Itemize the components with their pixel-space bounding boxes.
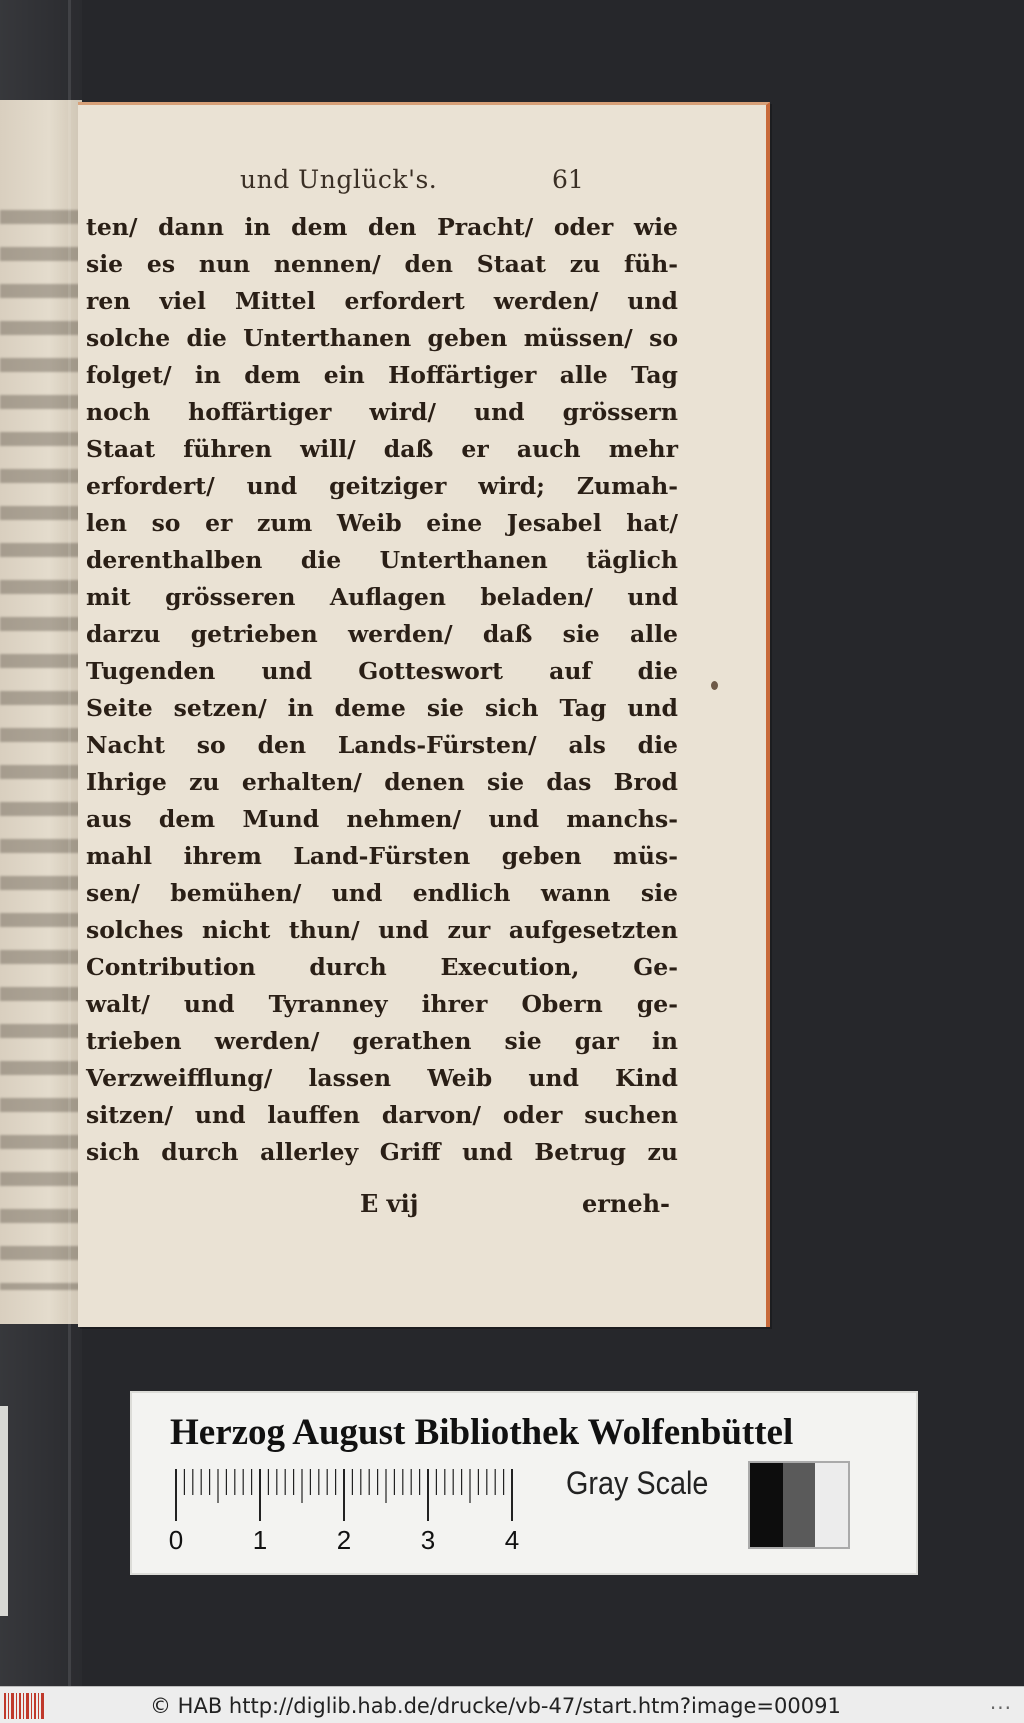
text-line: ren viel Mittel erfordert werden/ und: [86, 287, 678, 315]
scale-card-tab: [0, 1406, 8, 1616]
text-line: derenthalben die Unterthanen täglich: [86, 546, 678, 574]
gray-patch-0: [750, 1463, 783, 1547]
library-name: Herzog August Bibliothek Wolfenbüttel: [170, 1412, 794, 1453]
text-line: Ihrige zu erhalten/ denen sie das Brod: [86, 768, 678, 796]
ruler-number: 4: [504, 1525, 520, 1555]
signature-mark: E vij: [360, 1189, 419, 1218]
text-line: Seite setzen/ in deme sie sich Tag und: [86, 694, 678, 722]
protective-sheet-edge: [68, 0, 71, 1686]
barcode-icon: [4, 1693, 46, 1719]
gray-scale-label: Gray Scale: [566, 1465, 709, 1501]
ruler-ticks: [176, 1469, 512, 1521]
gray-scale-patches: [748, 1461, 850, 1549]
text-line: sie es nun nennen/ den Staat zu füh-: [86, 250, 678, 278]
ruler-number: 2: [336, 1525, 352, 1555]
text-line: len so er zum Weib eine Jesabel hat/: [86, 509, 678, 537]
text-line: darzu getrieben werden/ daß sie alle: [86, 620, 678, 648]
color-scale-card: [132, 1393, 916, 1573]
ruler-number: 1: [252, 1525, 268, 1555]
ink-spot: [711, 681, 718, 690]
text-line: mit grösseren Auflagen beladen/ und: [86, 583, 678, 611]
ruler-labels: [169, 1525, 519, 1555]
catchword: erneh-: [581, 1189, 670, 1218]
status-bar: [0, 1686, 1024, 1723]
gray-patch-1: [783, 1463, 816, 1547]
text-line: ten/ dann in dem den Pracht/ oder wie: [86, 213, 678, 241]
book-page: [78, 102, 770, 1327]
text-line: solches nicht thun/ und zur aufgesetzten: [86, 916, 678, 944]
text-line: walt/ und Tyranney ihrer Obern ge-: [86, 990, 678, 1018]
text-line: aus dem Mund nehmen/ und manchs-: [86, 805, 678, 833]
text-line: Tugenden und Gotteswort auf die: [86, 657, 678, 685]
text-line: noch hoffärtiger wird/ und grössern: [86, 398, 678, 426]
ruler-number: 0: [168, 1525, 184, 1555]
text-line: Staat führen will/ daß er auch mehr: [86, 435, 678, 463]
text-line: Verzweifflung/ lassen Weib und Kind: [86, 1064, 678, 1092]
text-line: sich durch allerley Griff und Betrug zu: [86, 1138, 678, 1166]
text-line: folget/ in dem ein Hoffärtiger alle Tag: [86, 361, 678, 389]
text-line: erfordert/ und geitziger wird; Zumah-: [86, 472, 678, 500]
text-line: Nacht so den Lands-Fürsten/ als die: [86, 731, 678, 759]
ruler: [168, 1469, 552, 1555]
text-line: mahl ihrem Land-Fürsten geben müs-: [86, 842, 678, 870]
text-line: solche die Unterthanen geben müssen/ so: [86, 324, 678, 352]
text-line: sitzen/ und lauffen darvon/ oder suchen: [86, 1101, 678, 1129]
text-line: trieben werden/ gerathen sie gar in: [86, 1027, 678, 1055]
page-number: 61: [552, 165, 584, 194]
ruler-number: 3: [420, 1525, 436, 1555]
gray-patch-2: [815, 1463, 848, 1547]
body-text: [86, 209, 678, 1171]
text-line: Contribution durch Execution, Ge-: [86, 953, 678, 981]
copyright-url-text: © HAB http://diglib.hab.de/drucke/vb-47/start.htm?image=00091: [150, 1694, 841, 1718]
page-header: [78, 165, 766, 201]
text-line: sen/ bemühen/ und endlich wann sie: [86, 879, 678, 907]
more-options-icon[interactable]: ...: [989, 1690, 1012, 1714]
running-head: und Unglück's.: [240, 165, 438, 194]
page-footer: [360, 1189, 670, 1218]
